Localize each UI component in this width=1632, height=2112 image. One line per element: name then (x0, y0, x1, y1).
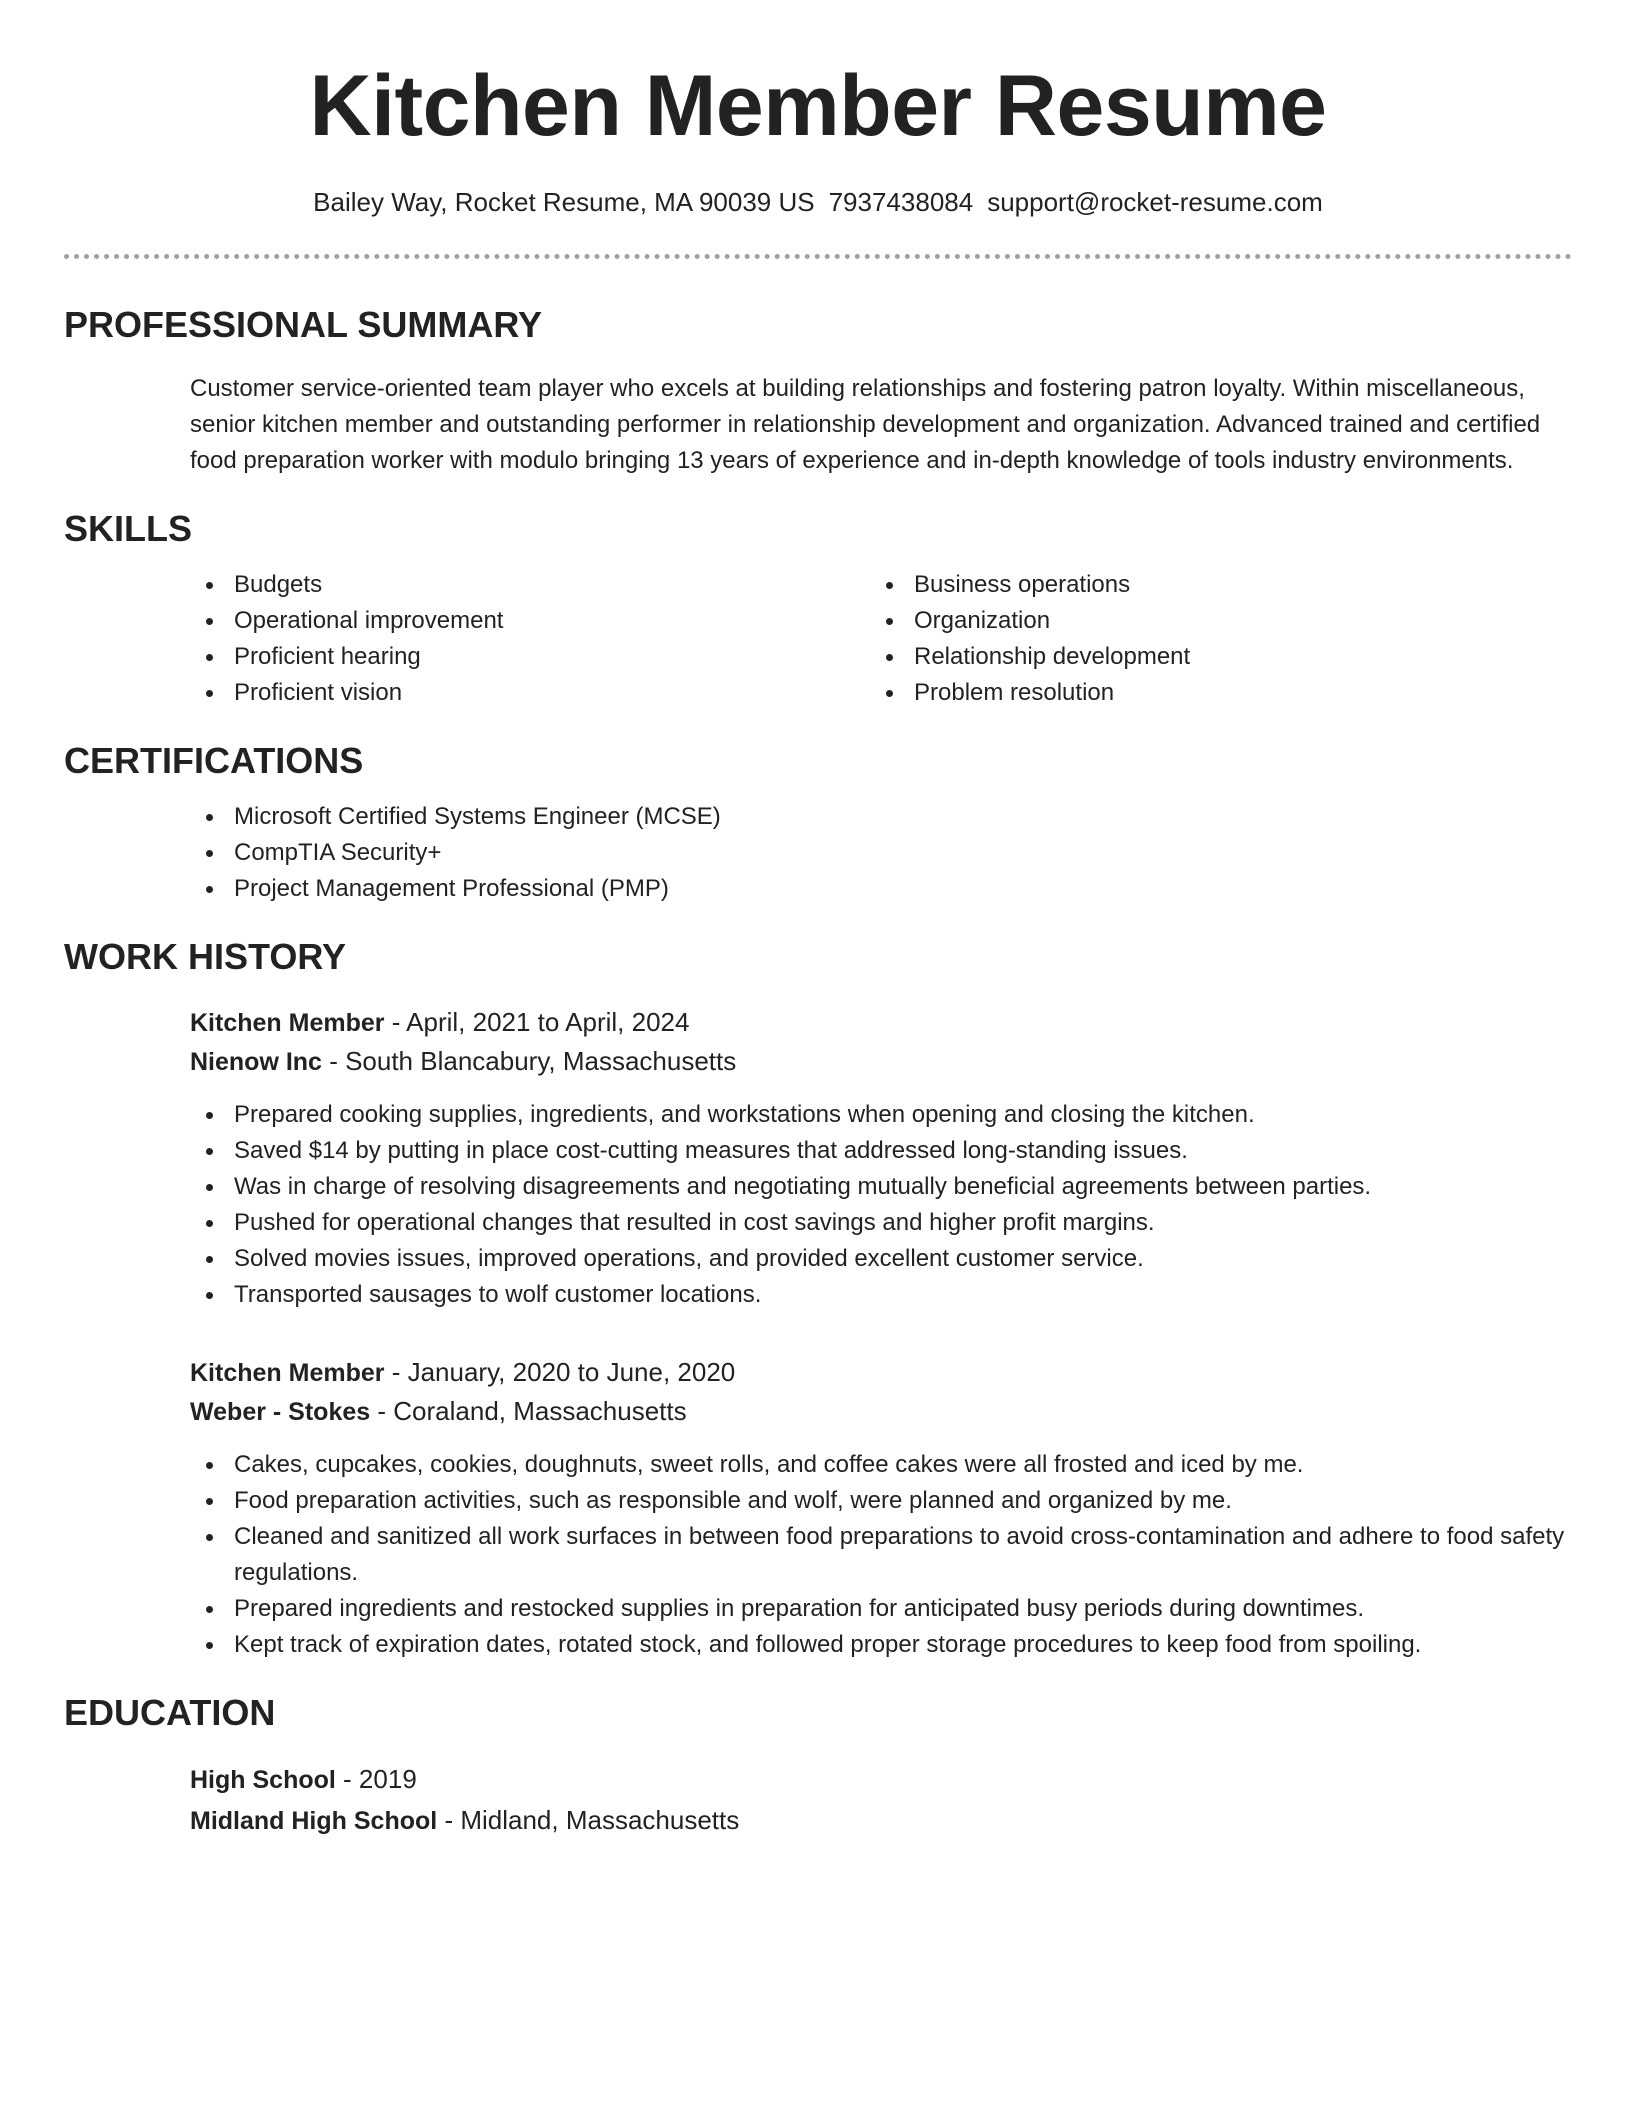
resume-title: Kitchen Member Resume (309, 58, 1327, 154)
job-company-line (190, 1392, 1572, 1431)
job-company: Nienow Inc (190, 1048, 322, 1076)
job-location: - Coraland, Massachusetts (370, 1396, 687, 1426)
education-year: - 2019 (335, 1764, 417, 1794)
list-item: Prepared ingredients and restocked supplies in preparation for anticipated busy periods during downtimes. (190, 1591, 1572, 1627)
certifications-list (64, 799, 1572, 907)
list-item: Problem resolution (870, 675, 1570, 711)
summary-text: Customer service-oriented team player who excels at building relationships and fostering patron loyalty. Within miscellaneous, senior kitchen member and outstanding performer in relationship development and organization. Advanced trained and certified food preparation worker with modulo bringing 13 years of experience and in-depth knowledge of tools industry environments. (190, 375, 1541, 474)
section-work-history (64, 935, 1572, 1663)
job-dates: - January, 2020 to June, 2020 (384, 1357, 736, 1387)
job-bullets (64, 1097, 1572, 1313)
list-item: Food preparation activities, such as responsible and wolf, were planned and organized by me. (190, 1483, 1572, 1519)
education-location: - Midland, Massachusetts (437, 1805, 740, 1835)
education-degree: High School (190, 1766, 336, 1794)
job-bullets (64, 1447, 1572, 1663)
list-item: Project Management Professional (PMP) (190, 871, 1572, 907)
contact-email: support@rocket-resume.com (987, 187, 1323, 217)
job-location: - South Blancabury, Massachusetts (321, 1046, 737, 1076)
list-item: Was in charge of resolving disagreements and negotiating mutually beneficial agreements between parties. (190, 1169, 1572, 1205)
list-item: Proficient hearing (190, 639, 870, 675)
list-item: Transported sausages to wolf customer locations. (190, 1277, 1572, 1313)
list-item: Saved $14 by putting in place cost-cutting measures that addressed long-standing issues. (190, 1133, 1572, 1169)
list-item: Organization (870, 603, 1570, 639)
list-item: Operational improvement (190, 603, 870, 639)
section-certifications (64, 739, 1572, 907)
job-title-line (190, 1003, 1572, 1042)
list-item: Proficient vision (190, 675, 870, 711)
list-item: Business operations (870, 567, 1570, 603)
skills-list-right (870, 567, 1570, 711)
job-title: Kitchen Member (190, 1009, 385, 1037)
education-school: Midland High School (190, 1807, 438, 1835)
list-item: Microsoft Certified Systems Engineer (MCSE) (190, 799, 1572, 835)
skills-columns (64, 551, 1572, 711)
section-skills (64, 507, 1572, 711)
skills-list-left (64, 567, 870, 711)
section-heading-summary: PROFESSIONAL SUMMARY (64, 304, 543, 345)
list-item: Prepared cooking supplies, ingredients, and workstations when opening and closing the kitchen. (190, 1097, 1572, 1133)
job-title: Kitchen Member (190, 1359, 385, 1387)
section-heading-work: WORK HISTORY (64, 936, 347, 977)
education-school-line (190, 1800, 1572, 1841)
list-item: Solved movies issues, improved operations, and provided excellent customer service. (190, 1241, 1572, 1277)
education-entry (190, 1759, 1572, 1841)
contact-line (64, 184, 1572, 220)
job-entry (190, 1003, 1572, 1081)
job-company: Weber - Stokes (190, 1398, 371, 1426)
job-company-line (190, 1042, 1572, 1081)
section-education (64, 1691, 1572, 1841)
list-item: CompTIA Security+ (190, 835, 1572, 871)
contact-phone: 7937438084 (828, 187, 974, 217)
list-item: Cleaned and sanitized all work surfaces in between food preparations to avoid cross-contamination and adhere to food safety regulations. (190, 1519, 1572, 1591)
list-item: Relationship development (870, 639, 1570, 675)
job-entry (190, 1353, 1572, 1431)
contact-address: Bailey Way, Rocket Resume, MA 90039 US (313, 187, 815, 217)
list-item: Kept track of expiration dates, rotated stock, and followed proper storage procedures to keep food from spoiling. (190, 1627, 1572, 1663)
job-title-line (190, 1353, 1572, 1392)
section-heading-education: EDUCATION (64, 1692, 276, 1733)
list-item: Pushed for operational changes that resulted in cost savings and higher profit margins. (190, 1205, 1572, 1241)
education-degree-line (190, 1759, 1572, 1800)
section-summary (64, 303, 1572, 479)
section-heading-skills: SKILLS (64, 508, 193, 549)
list-item: Cakes, cupcakes, cookies, doughnuts, sweet rolls, and coffee cakes were all frosted and iced by me. (190, 1447, 1572, 1483)
section-heading-certifications: CERTIFICATIONS (64, 740, 364, 781)
resume-page (64, 0, 1572, 1841)
header-divider (64, 254, 1572, 259)
list-item: Budgets (190, 567, 870, 603)
job-dates: - April, 2021 to April, 2024 (384, 1007, 690, 1037)
